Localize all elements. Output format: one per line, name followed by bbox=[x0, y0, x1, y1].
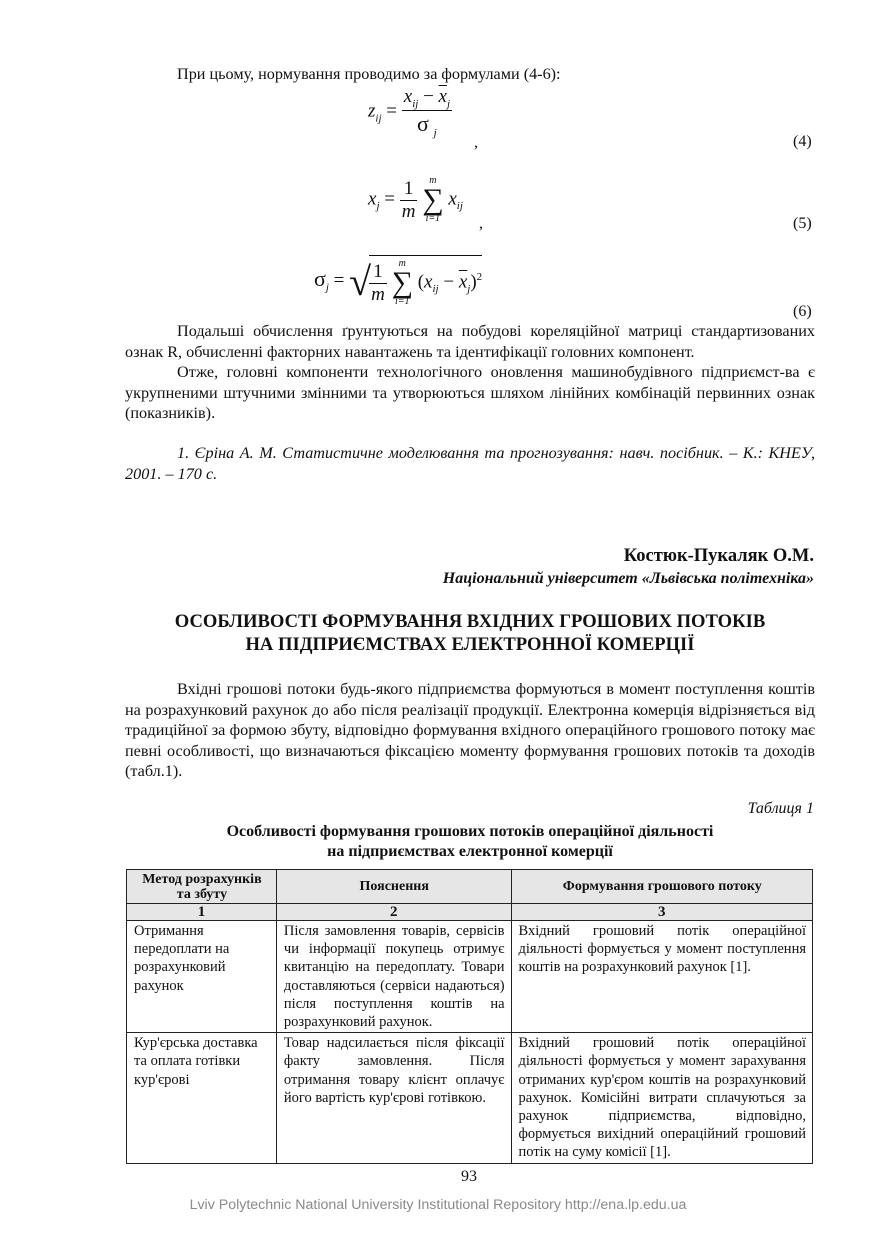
eq4-num-b-sub: j bbox=[446, 97, 451, 110]
eq6-b: $\overline{x}$ bbox=[458, 271, 468, 293]
author-name: Костюк-Пукаляк О.М. bbox=[623, 546, 814, 566]
eq4-trailing-comma: , bbox=[474, 134, 478, 151]
eq5-term-sub: ij bbox=[456, 200, 463, 213]
eq5-sum bbox=[422, 175, 443, 225]
eq4-num-a: x bbox=[403, 86, 413, 107]
equation-4: $z_{ij}$ = $\frac{x_{ij} - \overline{x}_j}{\sigma _j}$ bbox=[368, 86, 451, 139]
eq6-sum bbox=[392, 258, 413, 308]
eq6-sum-upper: m bbox=[398, 258, 406, 269]
table-row bbox=[127, 1033, 813, 1163]
eq5-lhs: x bbox=[368, 188, 377, 210]
article-title-line-2: НА ПІДПРИЄМСТВАХ ЕЛЕКТРОННОЇ КОМЕРЦІЇ bbox=[245, 634, 695, 655]
paragraph: Вхідні грошові потоки будь-якого підприємства формуються в момент поступлення коштів на розрахунковий рахунок до або після реалізації продукції. Електронна комерція відрізняється від традиційної за формою збуту, відповідно формування вхідного операційного грошового потоку має певні особливості, що визначаються фіксацією моменту формування грошових потоків та доходів (табл.1). bbox=[125, 680, 815, 780]
column-number: 1 bbox=[127, 904, 277, 921]
eq6-fraction bbox=[369, 261, 387, 306]
eq6-open-paren: ( bbox=[417, 271, 425, 293]
page-number: 93 bbox=[461, 1168, 477, 1185]
article-title bbox=[125, 610, 815, 656]
eq5-trailing-comma: , bbox=[479, 215, 483, 232]
eq6-sum-lower: i=1 bbox=[395, 296, 410, 307]
table-cell: Кур'єрська доставка та оплата готівки кур'єрові bbox=[127, 1033, 277, 1163]
reference-item: 1. Єріна А. М. Статистичне моделювання та прогнозування: навч. посібник. – К.: КНЕУ, 2001. – 170 с. bbox=[125, 444, 815, 483]
eq5-number: (5) bbox=[793, 215, 812, 232]
table-row bbox=[127, 921, 813, 1033]
body-section-1 bbox=[125, 321, 815, 424]
table-number-row bbox=[127, 904, 813, 921]
affiliation: Національний університет «Львівська політехніка» bbox=[442, 570, 814, 587]
repository-footer: Lviv Polytechnic National University Institutional Repository http://ena.lp.edu.ua bbox=[189, 1197, 687, 1213]
eq4-sigma: σ bbox=[417, 110, 429, 136]
eq6-a-sub: ij bbox=[432, 283, 439, 296]
column-header: Метод розрахунків та збуту bbox=[127, 870, 277, 904]
eq6-power: 2 bbox=[476, 271, 483, 284]
column-number: 3 bbox=[511, 904, 812, 921]
eq5-one: 1 bbox=[403, 177, 414, 199]
table-cell: Вхідний грошовий потік операційної діяльності формується у момент зарахування отриманих кур'єром коштів на розрахунковий рахунок. Комісійні витрати сплачуються за рахунок підприємства, відповідно, формується вихідний операційний грошовий потік на суму комісії [1]. bbox=[511, 1033, 812, 1163]
column-header: Пояснення bbox=[276, 870, 511, 904]
features-table bbox=[126, 869, 813, 1164]
eq6-one: 1 bbox=[373, 260, 383, 282]
eq6-lhs-sub: j bbox=[325, 281, 329, 294]
eq5-sum-lower: i=1 bbox=[425, 213, 441, 224]
table-cell: Вхідний грошовий потік операційної діяльності формується у момент поступлення коштів на розрахунковий рахунок [1]. bbox=[511, 921, 812, 1033]
table-label: Таблиця 1 bbox=[747, 800, 814, 817]
paragraph: Подальші обчислення ґрунтуються на побудові кореляційної матриці стандартизованих ознак R, обчисленні факторних навантажень та ідентифікації головних компонент. bbox=[125, 322, 815, 361]
sigma-sum-icon: ∑ bbox=[422, 183, 444, 216]
eq4-lhs-sub: ij bbox=[375, 112, 382, 125]
eq6-number: (6) bbox=[793, 303, 812, 320]
sigma-sum-icon: ∑ bbox=[391, 266, 413, 299]
equation-6: $\sigma_j$ = √ $\frac{1}{m}$ m ∑ i=1 $(x_{ij} - \overline{x}_j)^2$ bbox=[314, 255, 482, 308]
table-caption-line-2: на підприємствах електронної комерції bbox=[327, 843, 613, 860]
intro-line: При цьому, нормування проводимо за формулами (4-6): bbox=[177, 65, 561, 83]
eq5-sum-upper: m bbox=[429, 175, 437, 186]
eq6-radicand bbox=[369, 255, 482, 308]
table-caption bbox=[125, 822, 815, 862]
eq4-lhs: z bbox=[368, 100, 376, 122]
eq4-den-sub: j bbox=[433, 126, 437, 139]
eq4-num-a-sub: ij bbox=[412, 97, 419, 110]
table-cell: Після замовлення товарів, сервісів чи інформації покупець отримує квитанцію на передоплату. Товари доставляються (сервіси надаються) після поступлення коштів на розрахунковий рахунок. bbox=[276, 921, 511, 1033]
column-number: 2 bbox=[276, 904, 511, 921]
article-title-line-1: ОСОБЛИВОСТІ ФОРМУВАННЯ ВХІДНИХ ГРОШОВИХ ПОТОКІВ bbox=[174, 611, 766, 632]
column-header: Формування грошового потоку bbox=[511, 870, 812, 904]
eq4-fraction bbox=[402, 86, 452, 139]
table-header-row bbox=[127, 870, 813, 904]
eq4-num-b: $\overline{x}$ bbox=[438, 86, 447, 107]
eq5-lhs-sub: j bbox=[376, 200, 380, 213]
eq6-b-sub: j bbox=[467, 283, 471, 296]
eq6-lhs: σ bbox=[314, 265, 326, 291]
table-cell: Отримання передоплати на розрахунковий рахунок bbox=[127, 921, 277, 1033]
radical-sign-icon: √ bbox=[349, 259, 372, 304]
eq5-m: m bbox=[401, 200, 416, 222]
table-cell: Товар надсилається після фіксації факту замовлення. Після отримання товару клієнт оплачує його вартість кур'єрові готівкою. bbox=[276, 1033, 511, 1163]
paragraph: Отже, головні компоненти технологічного оновлення машинобудівного підприємст-ва є укрупненими штучними змінними та утворюються шляхом лінійних комбінацій первинних ознак (показників). bbox=[125, 363, 815, 422]
eq5-fraction bbox=[400, 178, 418, 223]
eq6-close-paren: ) bbox=[470, 271, 477, 293]
eq4-minus: − bbox=[423, 86, 434, 107]
eq5-term: x bbox=[448, 188, 457, 210]
eq6-a: x bbox=[424, 271, 433, 293]
equation-5: $x_j$ = $\frac{1}{m}$ m ∑ i=1 $x_{ij}$ bbox=[368, 175, 463, 224]
eq6-m: m bbox=[371, 283, 385, 305]
eq4-number: (4) bbox=[793, 133, 812, 150]
table-caption-line-1: Особливості формування грошових потоків операційної діяльності bbox=[226, 823, 714, 840]
eq6-minus: − bbox=[443, 271, 455, 293]
